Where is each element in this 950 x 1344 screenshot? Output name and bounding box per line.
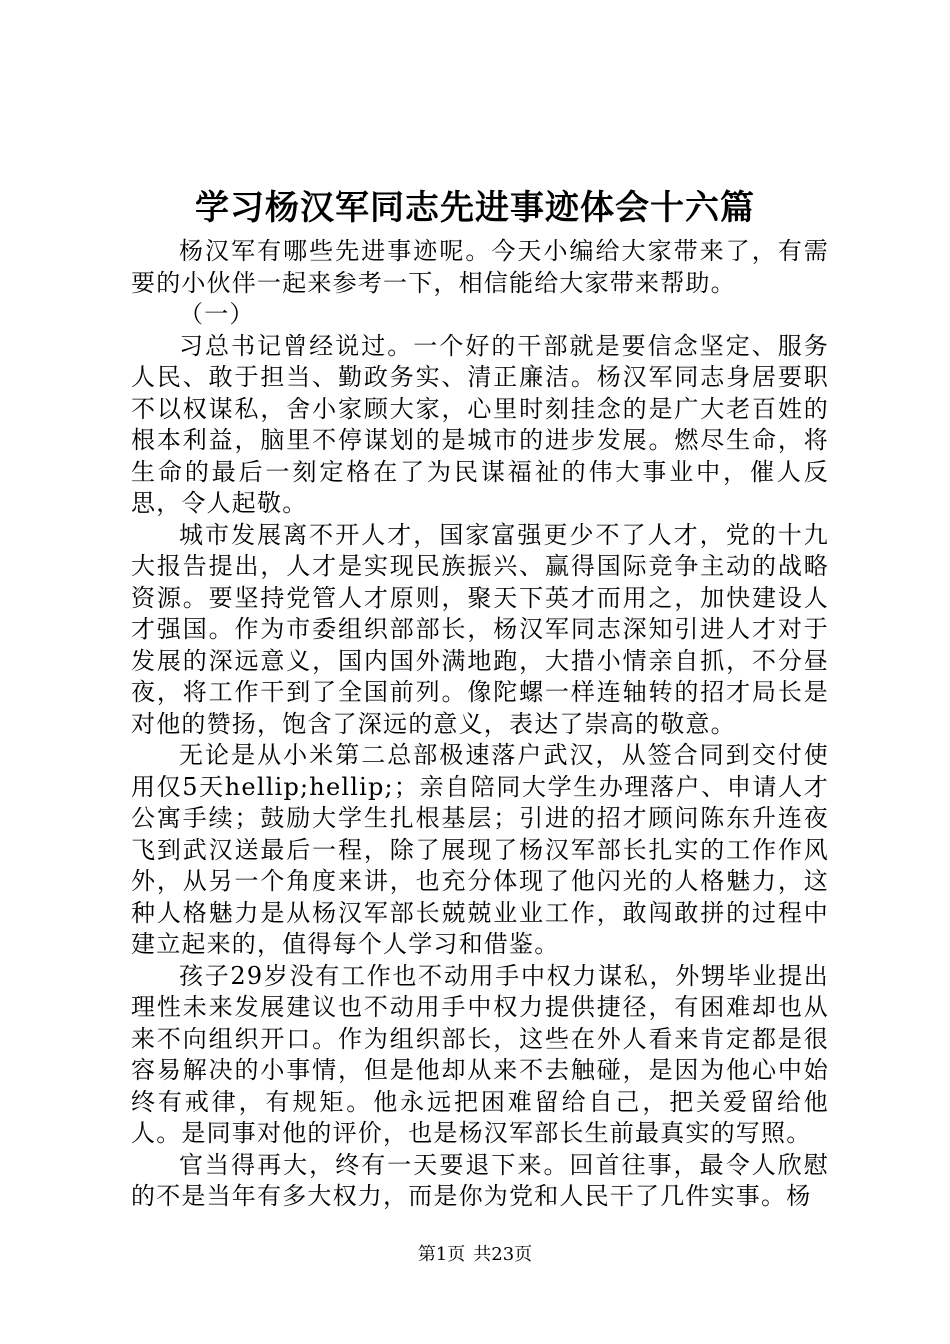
paragraph: 孩子29岁没有工作也不动用手中权力谋私，外甥毕业提出理性未来发展建议也不动用手中权力提供捷径，有困难却也从来不向组织开口。作为组织部长，这些在外人看来肯定都是很容易解决的小事情，但是他却从来不去触碰，是因为他心中始终有戒律，有规矩。他永远把困难留给自己，把关爱留给他人。是同事对他的评价，也是杨汉军部长生前最真实的写照。 bbox=[131, 961, 829, 1147]
document-title: 学习杨汉军同志先进事迹体会十六篇 bbox=[195, 188, 755, 228]
paragraph: 无论是从小米第二总部极速落户武汉，从签合同到交付使用仅5天hellip;hellip;；亲自陪同大学生办理落户、申请人才公寓手续；鼓励大学生扎根基层；引进的招才顾问陈东升连夜飞到武汉送最后一程，除了展现了杨汉军部长扎实的工作作风外，从另一个角度来讲，也充分体现了他闪光的人格魅力，这种人格魅力是从杨汉军部长兢兢业业工作，敢闯敢拼的过程中建立起来的，值得每个人学习和借鉴。 bbox=[131, 741, 829, 958]
paragraph: 习总书记曾经说过。一个好的干部就是要信念坚定、服务人民、敢于担当、勤政务实、清正廉洁。杨汉军同志身居要职不以权谋私，舍小家顾大家，心里时刻挂念的是广大老百姓的根本利益，脑里不停谋划的是城市的进步发展。燃尽生命，将生命的最后一刻定格在了为民谋福祉的伟大事业中，催人反思，令人起敬。 bbox=[131, 331, 829, 517]
paragraph-intro: 杨汉军有哪些先进事迹呢。今天小编给大家带来了，有需要的小伙伴一起来参考一下，相信能给大家带来帮助。 bbox=[131, 237, 829, 297]
page-footer bbox=[0, 1242, 950, 1268]
page-number: 第1页 bbox=[417, 1244, 466, 1265]
paragraph: 城市发展离不开人才，国家富强更少不了人才，党的十九大报告提出，人才是实现民族振兴、赢得国际竞争主动的战略资源。要坚持党管人才原则，聚天下英才而用之，加快建设人才强国。作为市委组织部部长，杨汉军同志深知引进人才对于发展的深远意义，国内国外满地跑，大措小情亲自抓，不分昼夜，将工作干到了全国前列。像陀螺一样连轴转的招才局长是对他的赞扬，饱含了深远的意义，表达了崇高的敬意。 bbox=[131, 520, 829, 738]
document-body bbox=[131, 236, 829, 1213]
page-total: 共23页 bbox=[473, 1244, 533, 1265]
paragraph: 官当得再大，终有一天要退下来。回首往事，最令人欣慰的不是当年有多大权力，而是你为党和人民干了几件实事。杨 bbox=[131, 1150, 829, 1210]
section-heading-one: （一） bbox=[179, 300, 255, 328]
